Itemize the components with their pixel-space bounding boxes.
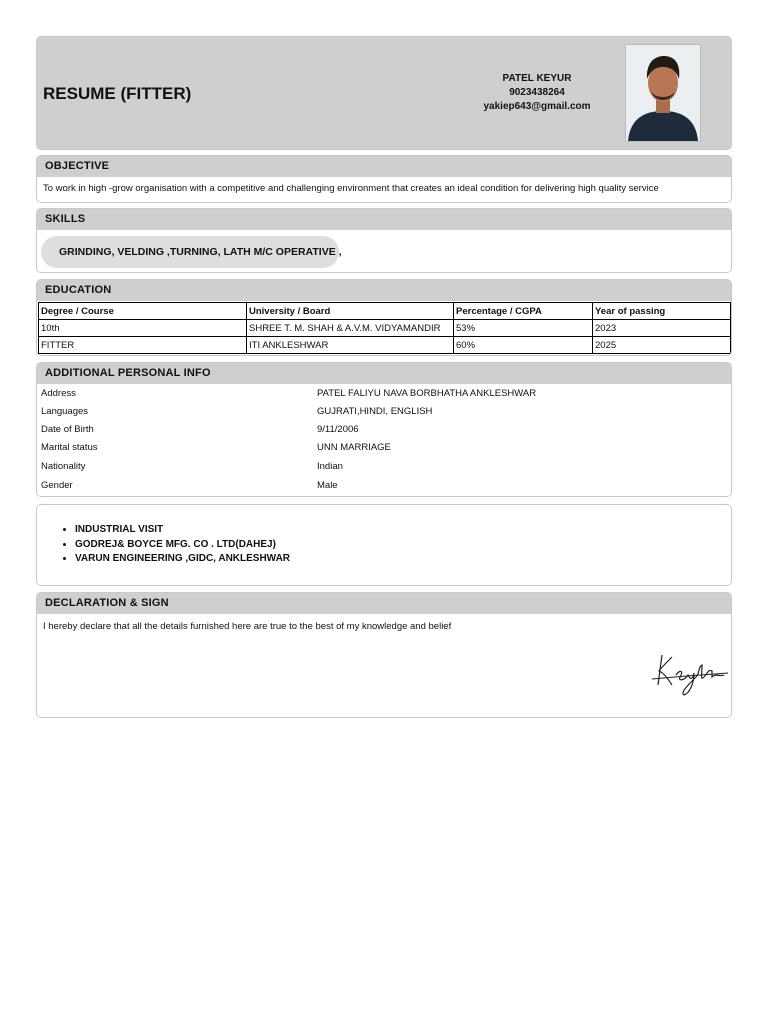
info-label: Nationality bbox=[41, 461, 86, 472]
column-header: Percentage / CGPA bbox=[454, 303, 593, 320]
list-item: • INDUSTRIAL VISIT bbox=[75, 523, 731, 538]
column-header: University / Board bbox=[247, 303, 454, 320]
personal-info-section bbox=[36, 362, 732, 497]
education-section bbox=[36, 279, 732, 356]
table-cell: FITTER bbox=[39, 337, 247, 354]
info-value: GUJRATI,HINDI, ENGLISH bbox=[317, 406, 433, 417]
section-heading: EDUCATION bbox=[37, 280, 731, 301]
extras-section bbox=[36, 504, 732, 586]
objective-text: To work in high -grow organisation with a competitive and challenging environment that creates an ideal condition for delivering high quality service bbox=[43, 183, 659, 194]
declaration-section bbox=[36, 592, 732, 718]
info-label: Gender bbox=[41, 480, 73, 491]
info-label: Date of Birth bbox=[41, 424, 94, 435]
education-table bbox=[38, 302, 731, 354]
section-heading: ADDITIONAL PERSONAL INFO bbox=[37, 363, 731, 384]
table-row bbox=[39, 337, 731, 354]
skills-section bbox=[36, 208, 732, 273]
list-item: • VARUN ENGINEERING ,GIDC, ANKLESHWAR bbox=[75, 552, 731, 567]
skills-pill: GRINDING, VELDING ,TURNING, LATH M/C OPERATIVE , bbox=[41, 236, 339, 268]
extras-list bbox=[37, 523, 731, 567]
column-header: Degree / Course bbox=[39, 303, 247, 320]
info-label: Marital status bbox=[41, 442, 98, 453]
section-heading: SKILLS bbox=[37, 209, 731, 230]
table-cell: ITI ANKLESHWAR bbox=[247, 337, 454, 354]
table-cell: 60% bbox=[454, 337, 593, 354]
table-header-row bbox=[39, 303, 731, 320]
info-value: UNN MARRIAGE bbox=[317, 442, 391, 453]
info-value: PATEL FALIYU NAVA BORBHATHA ANKLESHWAR bbox=[317, 388, 537, 399]
list-item: • GODREJ& BOYCE MFG. CO . LTD(DAHEJ) bbox=[75, 538, 731, 553]
contact-block bbox=[467, 72, 607, 114]
profile-photo bbox=[625, 44, 701, 142]
section-heading: DECLARATION & SIGN bbox=[37, 593, 731, 614]
resume-header bbox=[36, 36, 732, 150]
candidate-name: PATEL KEYUR bbox=[502, 73, 572, 84]
info-value: Indian bbox=[317, 461, 343, 472]
objective-section bbox=[36, 155, 732, 203]
info-label: Address bbox=[41, 388, 76, 399]
info-value: Male bbox=[317, 480, 338, 491]
candidate-email: yakiep643@gmail.com bbox=[483, 101, 591, 112]
info-value: 9/11/2006 bbox=[317, 424, 359, 435]
section-heading: OBJECTIVE bbox=[37, 156, 731, 177]
table-cell: 10th bbox=[39, 320, 247, 337]
table-cell: 2023 bbox=[593, 320, 731, 337]
signature-image bbox=[650, 643, 730, 699]
table-row bbox=[39, 320, 731, 337]
candidate-phone: 9023438264 bbox=[509, 87, 565, 98]
declaration-text: I hereby declare that all the details furnished here are true to the best of my knowledge and belief bbox=[43, 621, 452, 632]
table-cell: 2025 bbox=[593, 337, 731, 354]
page-title: RESUME (FITTER) bbox=[43, 84, 192, 103]
column-header: Year of passing bbox=[593, 303, 731, 320]
table-cell: 53% bbox=[454, 320, 593, 337]
table-cell: SHREE T. M. SHAH & A.V.M. VIDYAMANDIR bbox=[247, 320, 454, 337]
info-label: Languages bbox=[41, 406, 89, 417]
